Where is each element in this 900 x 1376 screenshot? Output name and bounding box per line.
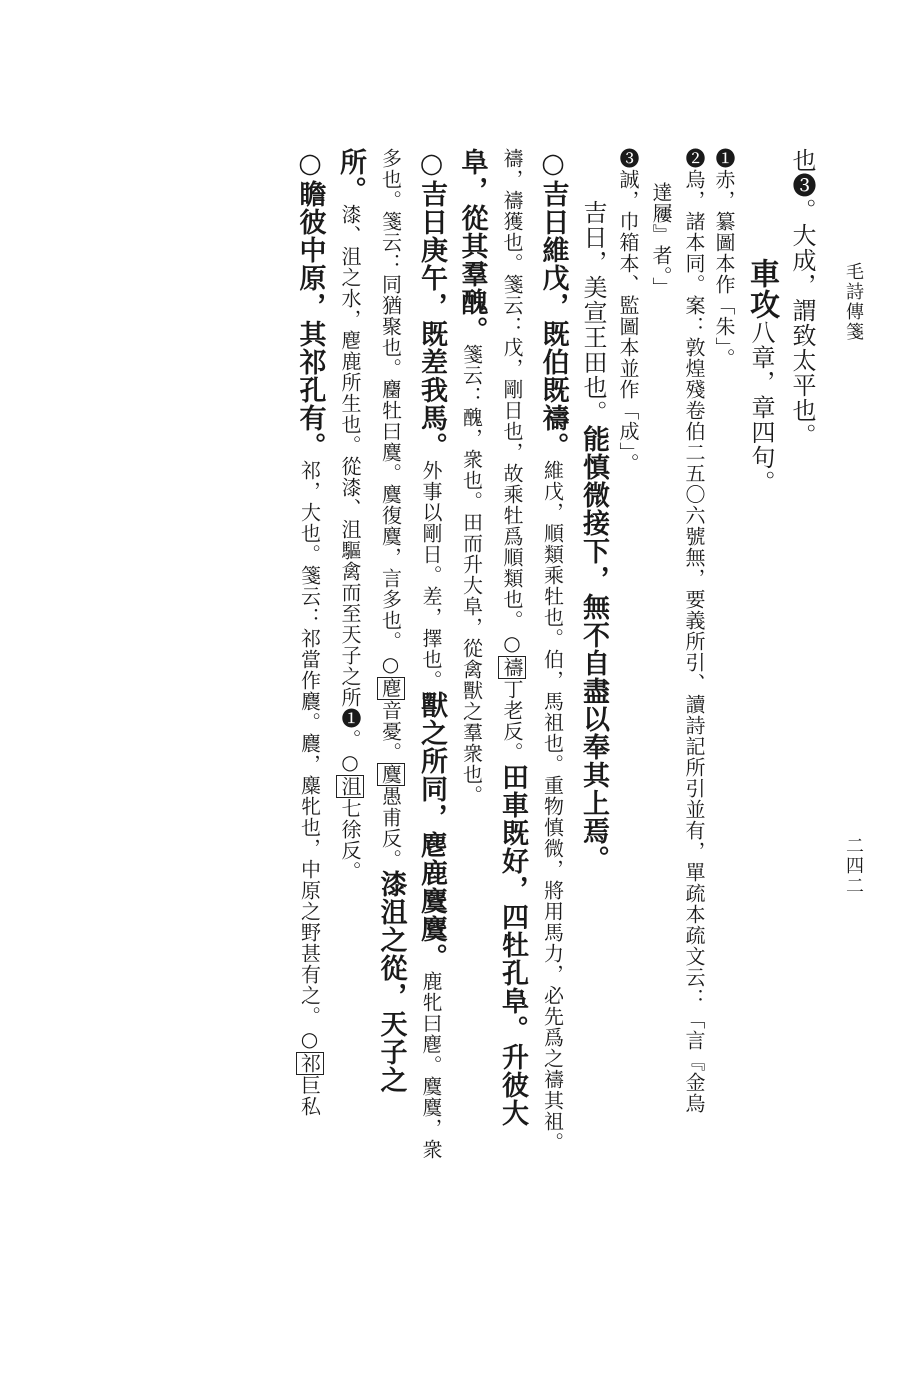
text-segment: 吉日， — [579, 200, 607, 275]
text-column-c10 — [451, 148, 492, 1308]
text-column-c2 — [739, 148, 784, 1308]
text-segment: 八章，章四句。 — [747, 320, 775, 495]
text-segment: 維戊，順類乘牡也。伯，馬祖也。重物慎微，將用馬力，必先爲之禱其祖。 — [540, 460, 565, 1153]
text-segment: ❶赤，纂圖本作「朱」。 — [712, 148, 736, 369]
text-segment: ○吉日維戊，既伯既禱。 — [537, 148, 569, 460]
text-segment: ○吉日庚午，既差我馬。 — [416, 148, 447, 460]
text-segment: 阜，從其羣醜。 — [456, 148, 488, 344]
text-column-c1 — [784, 148, 820, 1308]
text-segment: ❸誠，巾箱本、監圖本並作「成」。 — [616, 148, 640, 474]
text-column-c3 — [709, 148, 739, 1308]
text-column-c5 — [643, 148, 679, 1308]
text-column-c11 — [411, 148, 452, 1308]
text-segment: 田車既好，四牡孔阜。 — [497, 763, 528, 1043]
text-segment: 能慎微接下，無不自盡以奉其上焉。 — [578, 425, 609, 873]
text-segment: 達屨』者。」 — [649, 182, 673, 298]
text-segment: 祁，大也。箋云：祁當作麎。麎，麋牝也，中原之野甚有之。○ — [297, 460, 322, 1052]
text-segment: 愚甫反。 — [378, 786, 403, 870]
text-segment: 丁老反。 — [500, 679, 524, 763]
page-number: 二四二 — [843, 836, 864, 896]
text-segment: 美宣王田也。 — [579, 275, 607, 425]
text-segment: 漆沮之從，天子之 — [375, 870, 407, 1094]
text-column-c14 — [289, 148, 330, 1308]
text-column-c12 — [370, 148, 411, 1308]
vertical-text-body — [100, 148, 820, 1308]
boxed-phonetic-char: 祁 — [297, 1053, 322, 1074]
boxed-phonetic-char: 麀 — [378, 678, 403, 699]
text-segment: 箋云：醜，衆也。田而升大阜，從禽獸之羣衆也。 — [459, 344, 484, 806]
text-column-c8 — [532, 148, 573, 1308]
text-segment: 所。 — [335, 148, 366, 204]
text-column-c4 — [679, 148, 709, 1308]
text-column-c9 — [492, 148, 533, 1308]
text-segment: 鹿牝曰麀。麌麌，衆 — [419, 971, 443, 1160]
text-segment: 禱，禱獲也。箋云：戊，剛日也，故乘牡爲順類也。○ — [500, 148, 524, 656]
text-segment: 外事以剛日。差，擇也。 — [419, 460, 443, 691]
text-segment: 升彼大 — [497, 1043, 528, 1127]
text-segment: 多也。箋云：同猶聚也。麕牡曰麌。麌復麌，言多也。○ — [378, 148, 403, 677]
text-segment: ○瞻彼中原，其祁孔有。 — [294, 148, 326, 460]
text-segment: 車攻 — [744, 258, 779, 320]
running-title: 毛詩傳箋 — [843, 262, 864, 342]
text-column-c7 — [573, 148, 614, 1308]
text-segment: 七徐反。 — [338, 798, 362, 882]
text-segment: 獸之所同，麀鹿麌麌。 — [416, 691, 447, 971]
boxed-phonetic-char: 禱 — [500, 657, 524, 678]
boxed-phonetic-char: 沮 — [338, 776, 362, 797]
text-segment: 漆、沮之水，麀鹿所生也。從漆、沮驅禽而至天子之所❶。○ — [338, 204, 362, 775]
text-segment: 也❸。大成，謂致太平也。 — [788, 148, 816, 448]
text-segment: ❷烏，諸本同。案：敦煌殘卷伯二五〇六號無，要義所引、讀詩記所引並有，單疏本疏文云：「言『金烏 — [682, 148, 706, 1114]
text-segment: 音憂。 — [378, 700, 403, 763]
boxed-phonetic-char: 麌 — [378, 764, 403, 785]
text-column-c13 — [330, 148, 371, 1308]
text-column-c6 — [613, 148, 643, 1308]
text-segment: 巨私 — [297, 1075, 322, 1117]
